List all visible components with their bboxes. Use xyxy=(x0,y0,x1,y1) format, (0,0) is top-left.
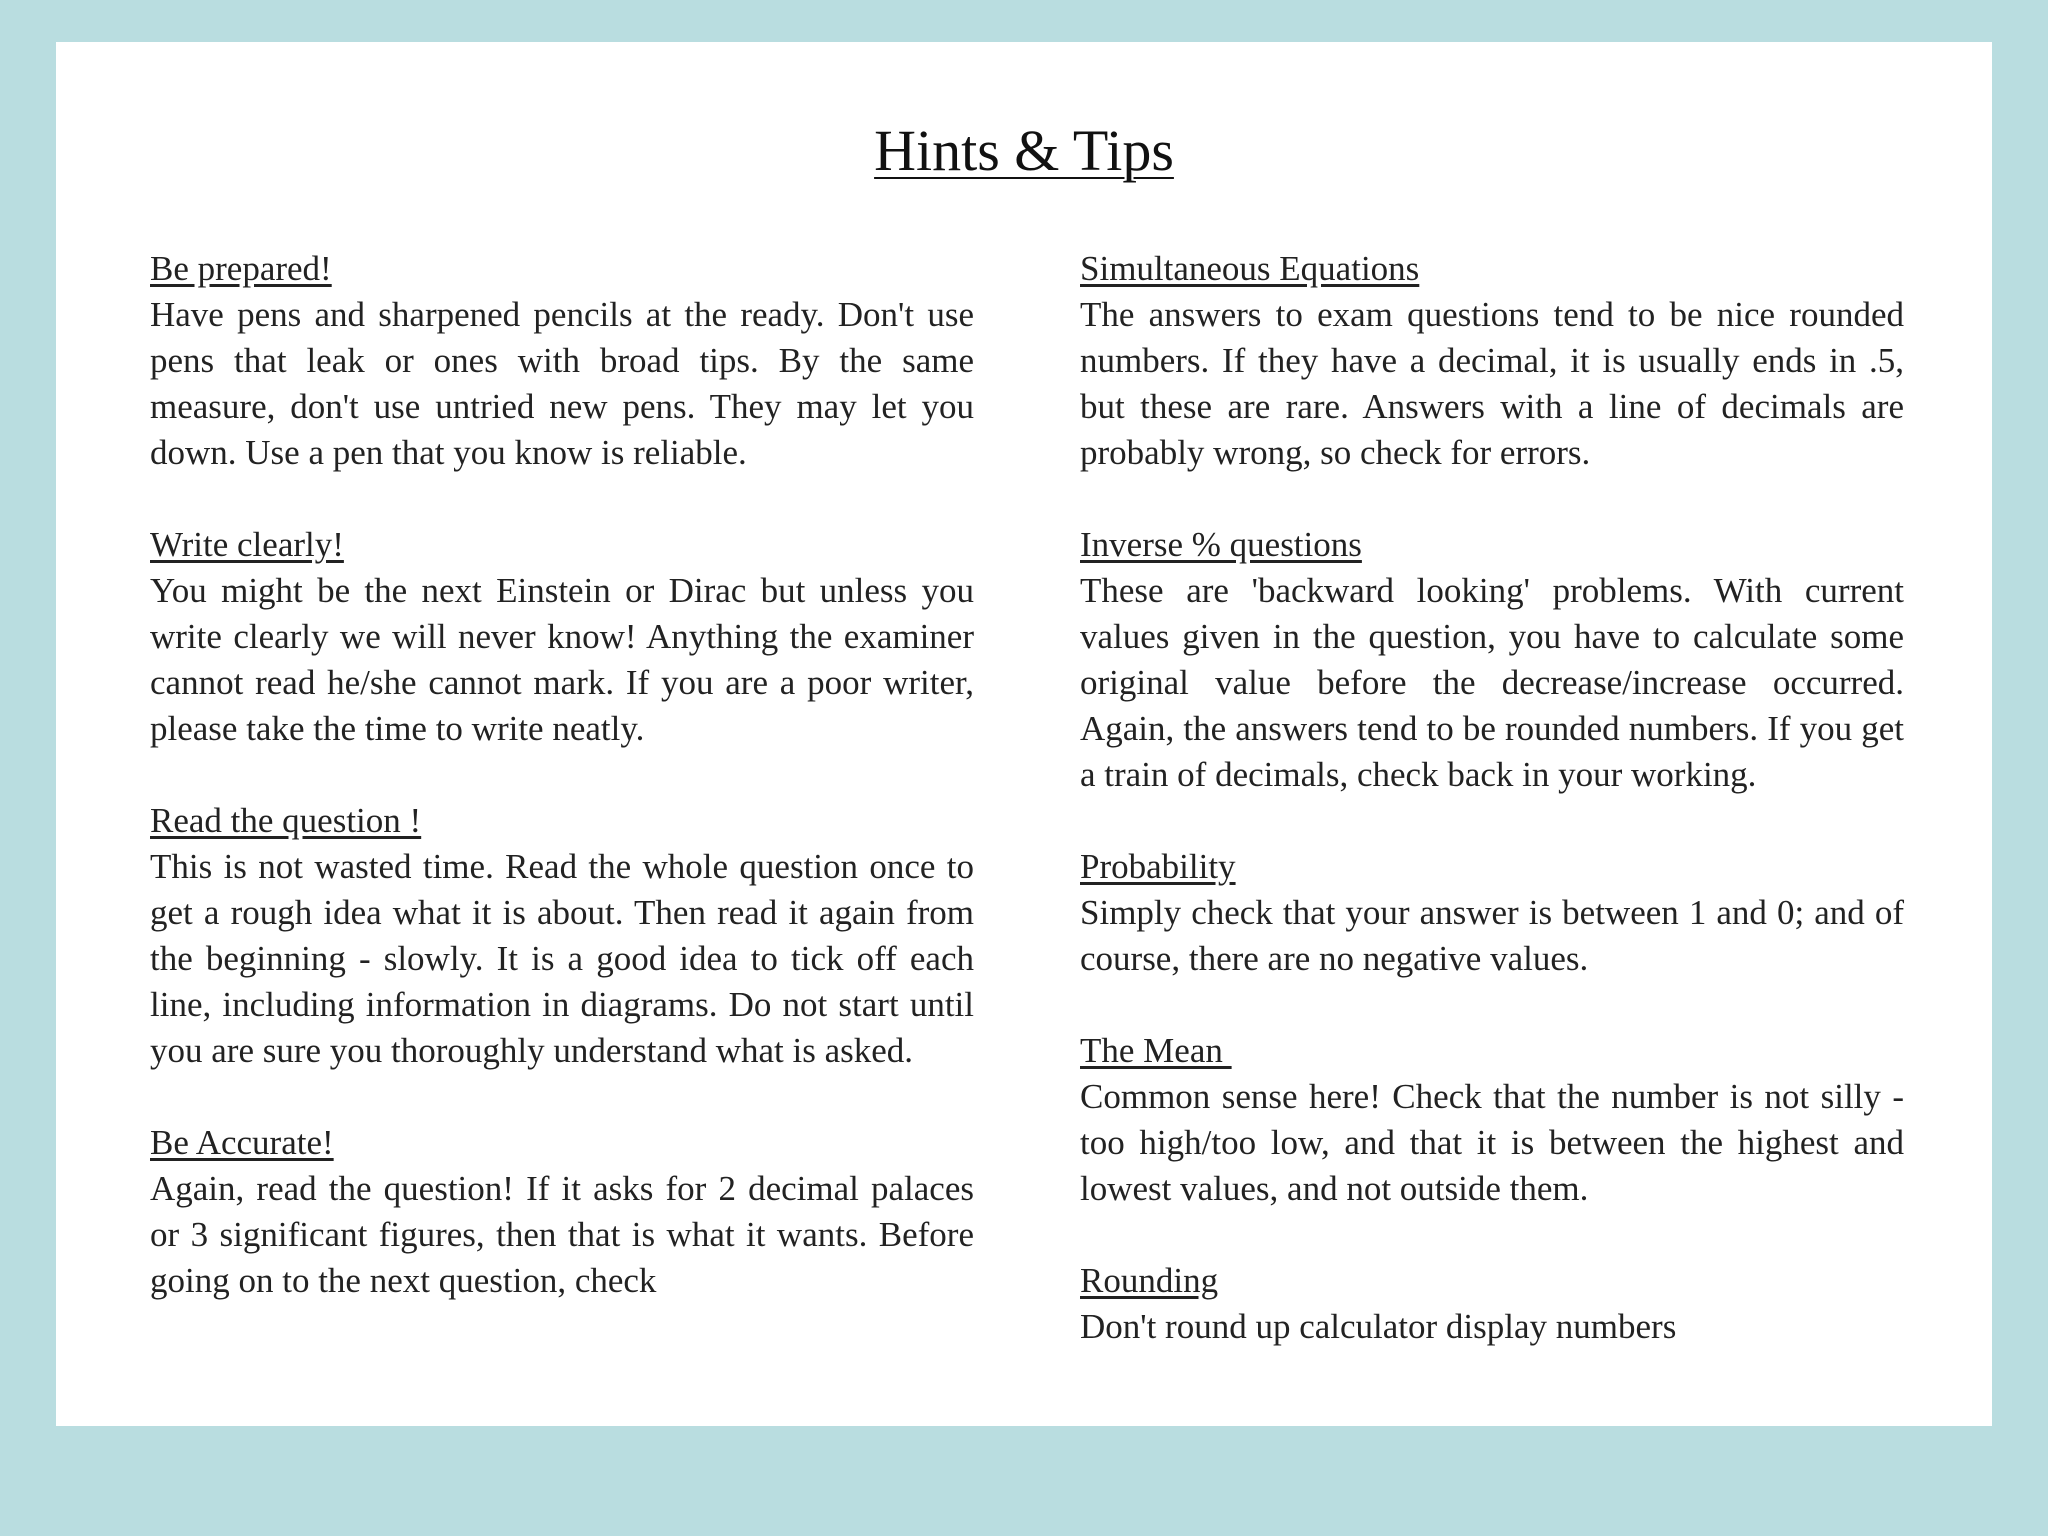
section-text: Have pens and sharpened pencils at the ready. Don't use pens that leak or ones with broad tips. By the same measure, don't use untried new pens. They may let you down. Use a pen that you know is reliable. xyxy=(150,295,974,472)
section-the-mean xyxy=(1080,1028,1904,1212)
section-rounding xyxy=(1080,1258,1904,1350)
section-heading: Be Accurate! xyxy=(150,1123,334,1162)
right-column xyxy=(1080,246,1904,1396)
left-column xyxy=(150,246,974,1350)
section-text: Again, read the question! If it asks for 2 decimal palaces or 3 significant figures, then that is what it wants. Before going on to the next question, check xyxy=(150,1169,974,1300)
section-heading: Be prepared! xyxy=(150,249,332,288)
section-text: Common sense here! Check that the number is not silly - too high/too low, and that it is between the highest and lowest values, and not outside them. xyxy=(1080,1077,1904,1208)
section-text: Don't round up calculator display numbers xyxy=(1080,1307,1677,1346)
section-heading: Read the question ! xyxy=(150,801,422,840)
section-write-clearly xyxy=(150,522,974,752)
section-be-accurate xyxy=(150,1120,974,1304)
section-heading: The Mean xyxy=(1080,1031,1232,1070)
section-text: The answers to exam questions tend to be nice rounded numbers. If they have a decimal, it is usually ends in .5, but these are rare. Answers with a line of decimals are probably wrong, so check for errors. xyxy=(1080,295,1904,472)
section-text: Simply check that your answer is between 1 and 0; and of course, there are no negative values. xyxy=(1080,893,1904,978)
section-be-prepared xyxy=(150,246,974,476)
section-text: You might be the next Einstein or Dirac but unless you write clearly we will never know! Anything the examiner cannot read he/she cannot mark. If you are a poor writer, please take the time to write neatly. xyxy=(150,571,974,748)
section-heading: Rounding xyxy=(1080,1261,1219,1300)
page-title: Hints & Tips xyxy=(874,118,1174,183)
section-heading: Inverse % questions xyxy=(1080,525,1362,564)
section-heading: Write clearly! xyxy=(150,525,344,564)
section-inverse-percent-questions xyxy=(1080,522,1904,798)
section-text: These are 'backward looking' problems. With current values given in the question, you have to calculate some original value before the decrease/increase occurred. Again, the answers tend to be rounded numbers. If you get a train of decimals, check back in your working. xyxy=(1080,571,1904,794)
section-read-the-question xyxy=(150,798,974,1074)
section-heading: Simultaneous Equations xyxy=(1080,249,1420,288)
section-text: This is not wasted time. Read the whole question once to get a rough idea what it is about. Then read it again from the beginning - slowly. It is a good idea to tick off each line, including information in diagrams. Do not start until you are sure you thoroughly understand what is asked. xyxy=(150,847,974,1070)
section-probability xyxy=(1080,844,1904,982)
section-simultaneous-equations xyxy=(1080,246,1904,476)
document-page xyxy=(56,42,1992,1426)
section-heading: Probability xyxy=(1080,847,1236,886)
